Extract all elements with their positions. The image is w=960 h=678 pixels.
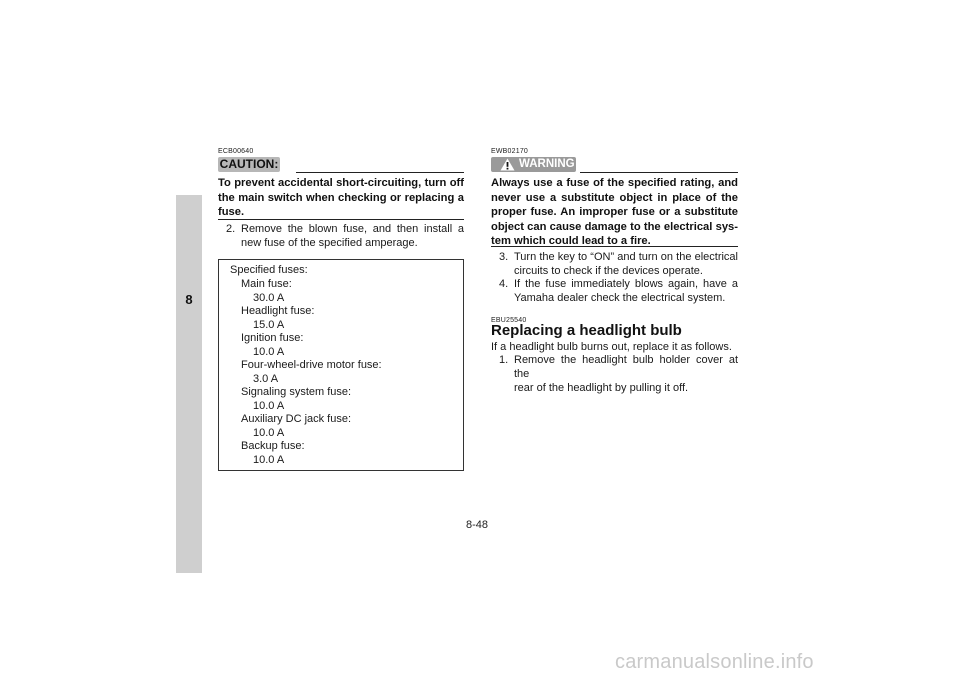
warning-line: object can cause damage to the electrical sys- (491, 220, 738, 233)
step-line: circuits to check if the devices operate. (514, 265, 703, 277)
fuse-name: Main fuse: (241, 278, 292, 290)
fuse-name: Signaling system fuse: (241, 386, 352, 398)
step-2 (226, 222, 464, 252)
warning-line: tem which could lead to a fire. (491, 235, 651, 247)
warning-end-rule (491, 246, 738, 247)
caution-line: fuse. (218, 206, 245, 218)
step-line: Remove the headlight bulb holder cover at the (514, 354, 738, 380)
section-code: EBU25540 (491, 317, 527, 324)
caution-line: the main switch when checking or replacing a (218, 191, 464, 204)
step-1 (499, 353, 738, 394)
fuse-name: Four-wheel-drive motor fuse: (241, 359, 382, 371)
step-number: 1. (499, 354, 509, 366)
fuse-name: Auxiliary DC jack fuse: (241, 413, 352, 425)
caution-end-rule (218, 219, 464, 220)
step-line: If the fuse immediately blows again, have a (514, 278, 738, 290)
step-line: rear of the headlight by pulling it off. (514, 382, 689, 394)
caution-rule (296, 172, 464, 173)
warning-line: proper fuse. An improper fuse or a substitute (491, 206, 738, 218)
chapter-number: 8 (185, 292, 193, 307)
specified-fuses-box (218, 259, 464, 471)
step-4 (499, 277, 738, 307)
warning-label: WARNING (519, 158, 575, 170)
fuse-name: Headlight fuse: (241, 305, 315, 317)
fuse-value: 10.0 A (253, 426, 285, 439)
chapter-tab (176, 195, 202, 573)
step-line: Yamaha dealer check the electrical system. (514, 292, 726, 304)
warning-code: EWB02170 (491, 148, 529, 155)
warning-text (491, 176, 738, 249)
step-number: 3. (499, 251, 509, 263)
caution-code: ECB00640 (218, 148, 254, 155)
page-number: 8-48 (466, 519, 489, 531)
section-intro: If a headlight bulb burns out, replace it as follows. (491, 341, 732, 353)
fuse-value: 10.0 A (253, 453, 285, 466)
step-number: 2. (226, 223, 236, 235)
fuse-value: 30.0 A (253, 291, 285, 304)
step-number: 4. (499, 278, 509, 290)
fuse-value: 3.0 A (253, 372, 279, 385)
warning-triangle-icon (500, 158, 515, 171)
step-3 (499, 250, 738, 280)
warning-rule (580, 172, 738, 173)
fuse-value: 10.0 A (253, 345, 285, 358)
step-line: Remove the blown fuse, and then install a (241, 223, 464, 235)
fuse-value: 10.0 A (253, 399, 285, 412)
fuse-value: 15.0 A (253, 318, 285, 331)
fuses-heading: Specified fuses: (230, 264, 308, 276)
footer-watermark: carmanualsonline.info (615, 651, 814, 673)
caution-badge: CAUTION: (219, 157, 279, 171)
fuse-name: Backup fuse: (241, 440, 305, 452)
warning-line: Always use a fuse of the specified rating, and (491, 177, 738, 189)
caution-text (218, 176, 464, 220)
caution-line: To prevent accidental short-circuiting, turn off (218, 177, 464, 189)
step-line: new fuse of the specified amperage. (241, 237, 418, 249)
section-title: Replacing a headlight bulb (491, 322, 682, 339)
warning-badge (491, 157, 576, 172)
fuse-name: Ignition fuse: (241, 332, 304, 344)
step-line: Turn the key to “ON” and turn on the electrical (514, 251, 738, 263)
warning-line: never use a substitute object in place of the (491, 191, 738, 204)
